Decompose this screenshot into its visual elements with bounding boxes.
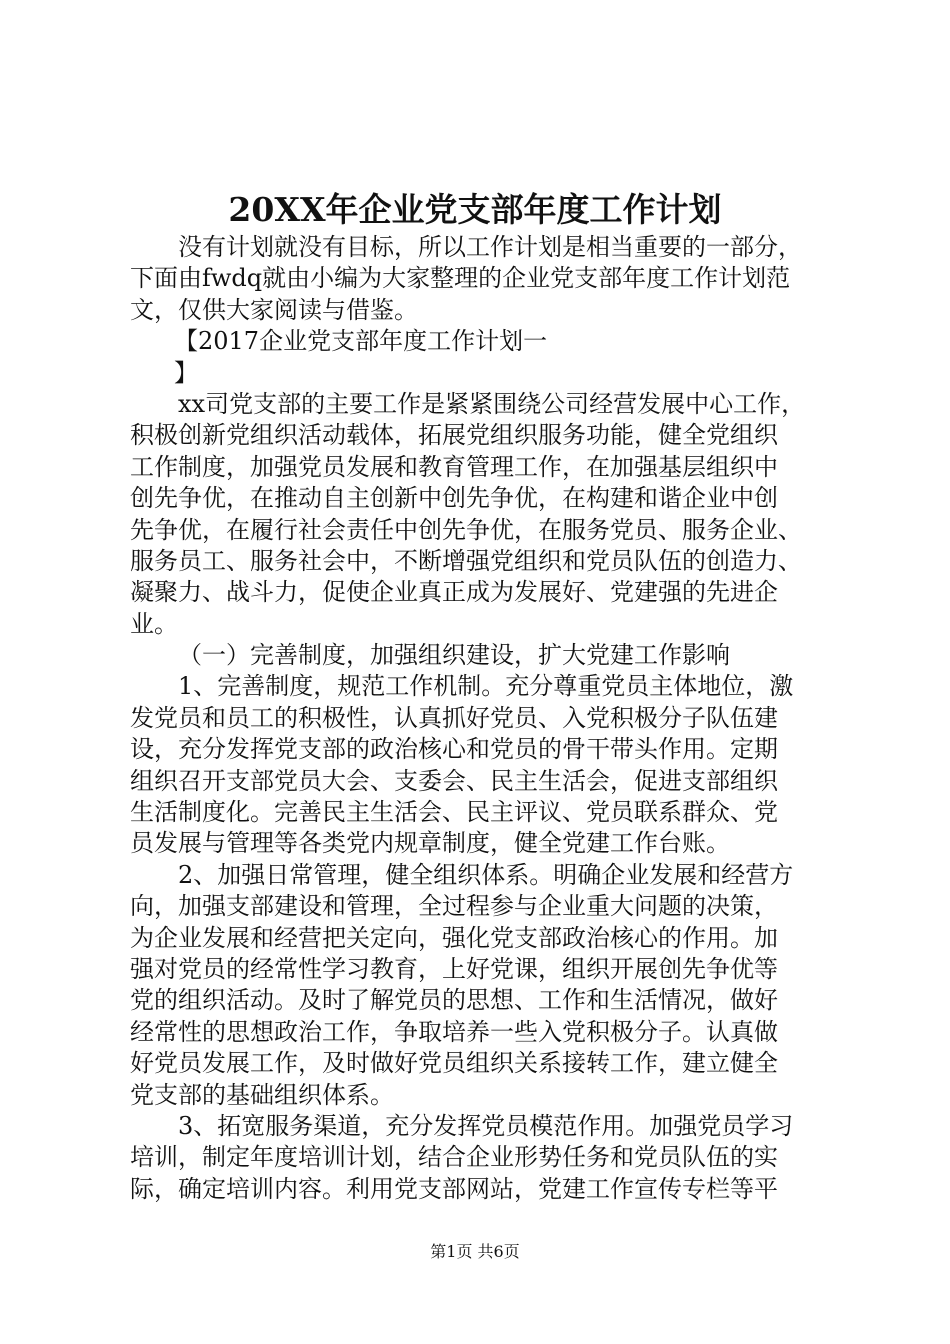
document-body [130, 232, 830, 1205]
page-number-footer: 第1页 共6页 [430, 1242, 520, 1261]
paragraph-line: 下面由fwdq就由小编为大家整理的企业党支部年度工作计划范 [130, 264, 791, 293]
paragraph-line: 工作制度，加强党员发展和教育管理工作，在加强基层组织中 [130, 452, 778, 481]
paragraph-line: xx司党支部的主要工作是紧紧围绕公司经营发展中心工作， [178, 389, 806, 418]
paragraph-line: 经常性的思想政治工作，争取培养一些入党积极分子。认真做 [130, 1017, 778, 1046]
subsection-heading-line: （一）完善制度，加强组织建设，扩大党建工作影响 [178, 641, 730, 670]
paragraph-line: 发党员和员工的积极性，认真抓好党员、入党积极分子队伍建 [130, 703, 778, 732]
paragraph-line: 设，充分发挥党支部的政治核心和党员的骨干带头作用。定期 [130, 735, 778, 764]
paragraph-line: 员发展与管理等各类党内规章制度，健全党建工作台账。 [130, 829, 730, 858]
paragraph-line: 际，确定培训内容。利用党支部网站，党建工作宣传专栏等平 [130, 1174, 778, 1203]
paragraph-line: 积极创新党组织活动载体，拓展党组织服务功能，健全党组织 [130, 421, 778, 450]
paragraph-line: 创先争优，在推动自主创新中创先争优，在构建和谐企业中创 [130, 484, 778, 513]
paragraph-line: 好党员发展工作，及时做好党员组织关系接转工作，建立健全 [130, 1049, 778, 1078]
paragraph-line: 没有计划就没有目标，所以工作计划是相当重要的一部分， [178, 233, 802, 261]
section-heading-line: 【2017企业党支部年度工作计划一 [174, 327, 548, 356]
paragraph-line: 2、加强日常管理，健全组织体系。明确企业发展和经营方 [178, 860, 794, 889]
paragraph-line: 强对党员的经常性学习教育，上好党课，组织开展创先争优等 [130, 954, 778, 983]
paragraph-line: 为企业发展和经营把关定向，强化党支部政治核心的作用。加 [130, 923, 778, 952]
paragraph-line: 向，加强支部建设和管理，全过程参与企业重大问题的决策， [130, 892, 778, 921]
paragraph-line: 1、完善制度，规范工作机制。充分尊重党员主体地位，激 [178, 672, 794, 701]
section-heading-line: 】 [174, 358, 198, 387]
paragraph-line: 先争优，在履行社会责任中创先争优，在服务党员、服务企业、 [130, 515, 802, 544]
paragraph-line: 文，仅供大家阅读与借鉴。 [130, 295, 418, 324]
paragraph-line: 业。 [130, 609, 178, 638]
paragraph-line: 凝聚力、战斗力，促使企业真正成为发展好、党建强的先进企 [130, 578, 778, 607]
paragraph-line: 党的组织活动。及时了解党员的思想、工作和生活情况，做好 [130, 986, 778, 1015]
document-title: 20XX年企业党支部年度工作计划 [228, 190, 722, 229]
paragraph-line: 服务员工、服务社会中，不断增强党组织和党员队伍的创造力、 [130, 546, 802, 575]
paragraph-line: 组织召开支部党员大会、支委会、民主生活会，促进支部组织 [130, 766, 778, 795]
paragraph-line: 培训，制定年度培训计划，结合企业形势任务和党员队伍的实 [130, 1143, 778, 1172]
paragraph-line: 生活制度化。完善民主生活会、民主评议、党员联系群众、党 [130, 798, 778, 827]
paragraph-line: 3、拓宽服务渠道，充分发挥党员模范作用。加强党员学习 [178, 1111, 794, 1140]
paragraph-line: 党支部的基础组织体系。 [130, 1080, 394, 1109]
